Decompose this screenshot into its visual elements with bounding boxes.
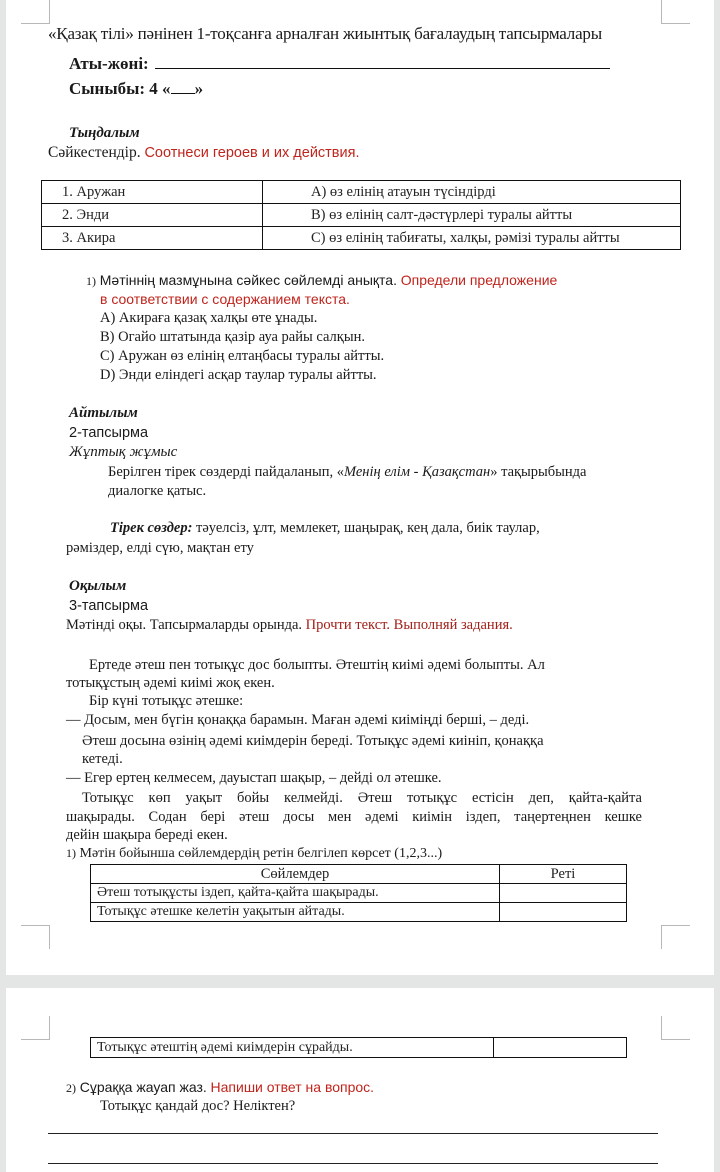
option-d: D) Энди еліндегі асқар таулар туралы айтты.	[100, 367, 377, 383]
question-1-instruction-ru-cont: в соответствии с содержанием текста.	[100, 291, 350, 307]
story-line: Бір күні тотықұс әтешке:	[89, 693, 244, 709]
listening-instruction: Сәйкестендір. Соотнеси героев и их действия.	[48, 144, 360, 161]
question-1-listening: 1) Мәтіннің мазмұнына сәйкес сөйлемді анықта. Определи предложение	[86, 272, 558, 288]
speaking-instruction: Берілген тірек сөздерді пайдаланып, «Менің елім - Қазақстан» тақырыбында	[108, 464, 587, 480]
reading-instruction: Мәтінді оқы. Тапсырмаларды орында. Прочти текст. Выполняй задания.	[66, 617, 513, 633]
option-b: В) Огайо штатында қазір ауа райы салқын.	[100, 329, 365, 345]
name-label: Аты-жөні:	[69, 54, 149, 73]
table-row: 2. Энди В) өз елінің салт-дәстүрлері туралы айтты	[42, 204, 681, 227]
class-blank-line[interactable]	[171, 79, 195, 94]
speaking-instruction-cont: диалогке қатыс.	[108, 483, 207, 499]
task-2-title: 2-тапсырма	[69, 425, 149, 441]
story-line: — Егер ертең келмесем, дауыстап шақыр, – дейді ол әтешке.	[66, 770, 442, 786]
keywords-line: Тірек сөздер: тәуелсіз, ұлт, мемлекет, шаңырақ, кең дала, биік таулар,	[110, 520, 540, 536]
story-line: шақырады. Содан бері әтеш досы мен әдемі киімін іздеп, таңертеңнен кешке	[66, 809, 642, 825]
section-title-reading: Оқылым	[69, 578, 127, 594]
table-row: Тотықұс әтешке келетін уақытын айтады.	[91, 903, 627, 922]
story-line: тотықұстың әдемі киімі жоқ екен.	[66, 675, 275, 691]
table-row: Әтеш тотықұсты іздеп, қайта-қайта шақырады.	[91, 884, 627, 903]
option-c: С) Аружан өз елінің елтаңбасы туралы айтты.	[100, 348, 385, 364]
section-title-speaking: Айтылым	[69, 405, 138, 421]
crop-mark-top-left	[21, 1016, 50, 1040]
order-input-cell[interactable]	[494, 1038, 627, 1058]
story-line: дейін шақыра береді екен.	[66, 827, 228, 843]
story-line: кетеді.	[82, 751, 123, 767]
story-line: Тотықұс көп уақыт бойы келмейді. Әтеш тотықұс естісін деп, қайта-қайта	[82, 790, 642, 806]
story-line: Әтеш досына өзінің әдемі киімдерін береді. Тотықұс әдемі киініп, қонаққа	[82, 733, 544, 749]
reading-question-1: 1) Мәтін бойынша сөйлемдердің ретін белгілеп көрсет (1,2,3...)	[66, 846, 443, 861]
class-field[interactable]: Сыныбы: 4 « »	[69, 79, 204, 98]
story-line: Ертеде әтеш пен тотықұс дос болыпты. Әтештің киімі әдемі болыпты. Ал	[89, 657, 545, 673]
order-input-cell[interactable]	[500, 903, 627, 922]
keywords-line-cont: рәміздер, елді сүю, мақтан ету	[66, 540, 254, 556]
document-title: «Қазақ тілі» пәнінен 1-тоқсанға арналған жиынтық бағалаудың тапсырмалары	[48, 24, 602, 43]
column-header-sentences: Сөйлемдер	[91, 865, 500, 884]
option-a: А) Акираға қазақ халқы өте ұнады.	[100, 310, 318, 326]
table-row: Тотықұс әтештің әдемі киімдерін сұрайды.	[91, 1038, 627, 1058]
name-field[interactable]	[69, 54, 610, 74]
column-header-order: Реті	[500, 865, 627, 884]
story-line: — Досым, мен бүгін қонаққа барамын. Маған әдемі киіміңді берші, – деді.	[66, 712, 530, 728]
table-header-row	[91, 865, 627, 884]
section-title-listening: Тыңдалым	[69, 125, 140, 141]
table-row: 1. Аружан А) өз елінің атауын түсіндірді	[42, 181, 681, 204]
name-blank-line[interactable]	[155, 54, 610, 69]
sentence-order-table-continued	[90, 1037, 627, 1058]
reading-question-2: 2) Сұраққа жауап жаз. Напиши ответ на вопрос.	[66, 1079, 375, 1095]
answer-line-1[interactable]	[48, 1133, 658, 1134]
crop-mark-bottom-left	[21, 925, 50, 949]
table-row: 3. Акира С) өз елінің табиғаты, халқы, рәмізі туралы айтты	[42, 227, 681, 250]
answer-line-2[interactable]	[48, 1163, 658, 1164]
matching-table	[41, 180, 681, 250]
order-input-cell[interactable]	[500, 884, 627, 903]
crop-mark-top-left	[21, 0, 50, 24]
crop-mark-top-right	[661, 0, 690, 24]
sentence-order-table	[90, 864, 627, 922]
class-label: Сыныбы: 4 «	[69, 79, 171, 98]
work-type: Жұптық жұмыс	[69, 444, 178, 460]
task-3-title: 3-тапсырма	[69, 598, 149, 614]
reading-question-2-text: Тотықұс қандай дос? Неліктен?	[100, 1098, 296, 1114]
crop-mark-top-right	[661, 1016, 690, 1040]
crop-mark-bottom-right	[661, 925, 690, 949]
